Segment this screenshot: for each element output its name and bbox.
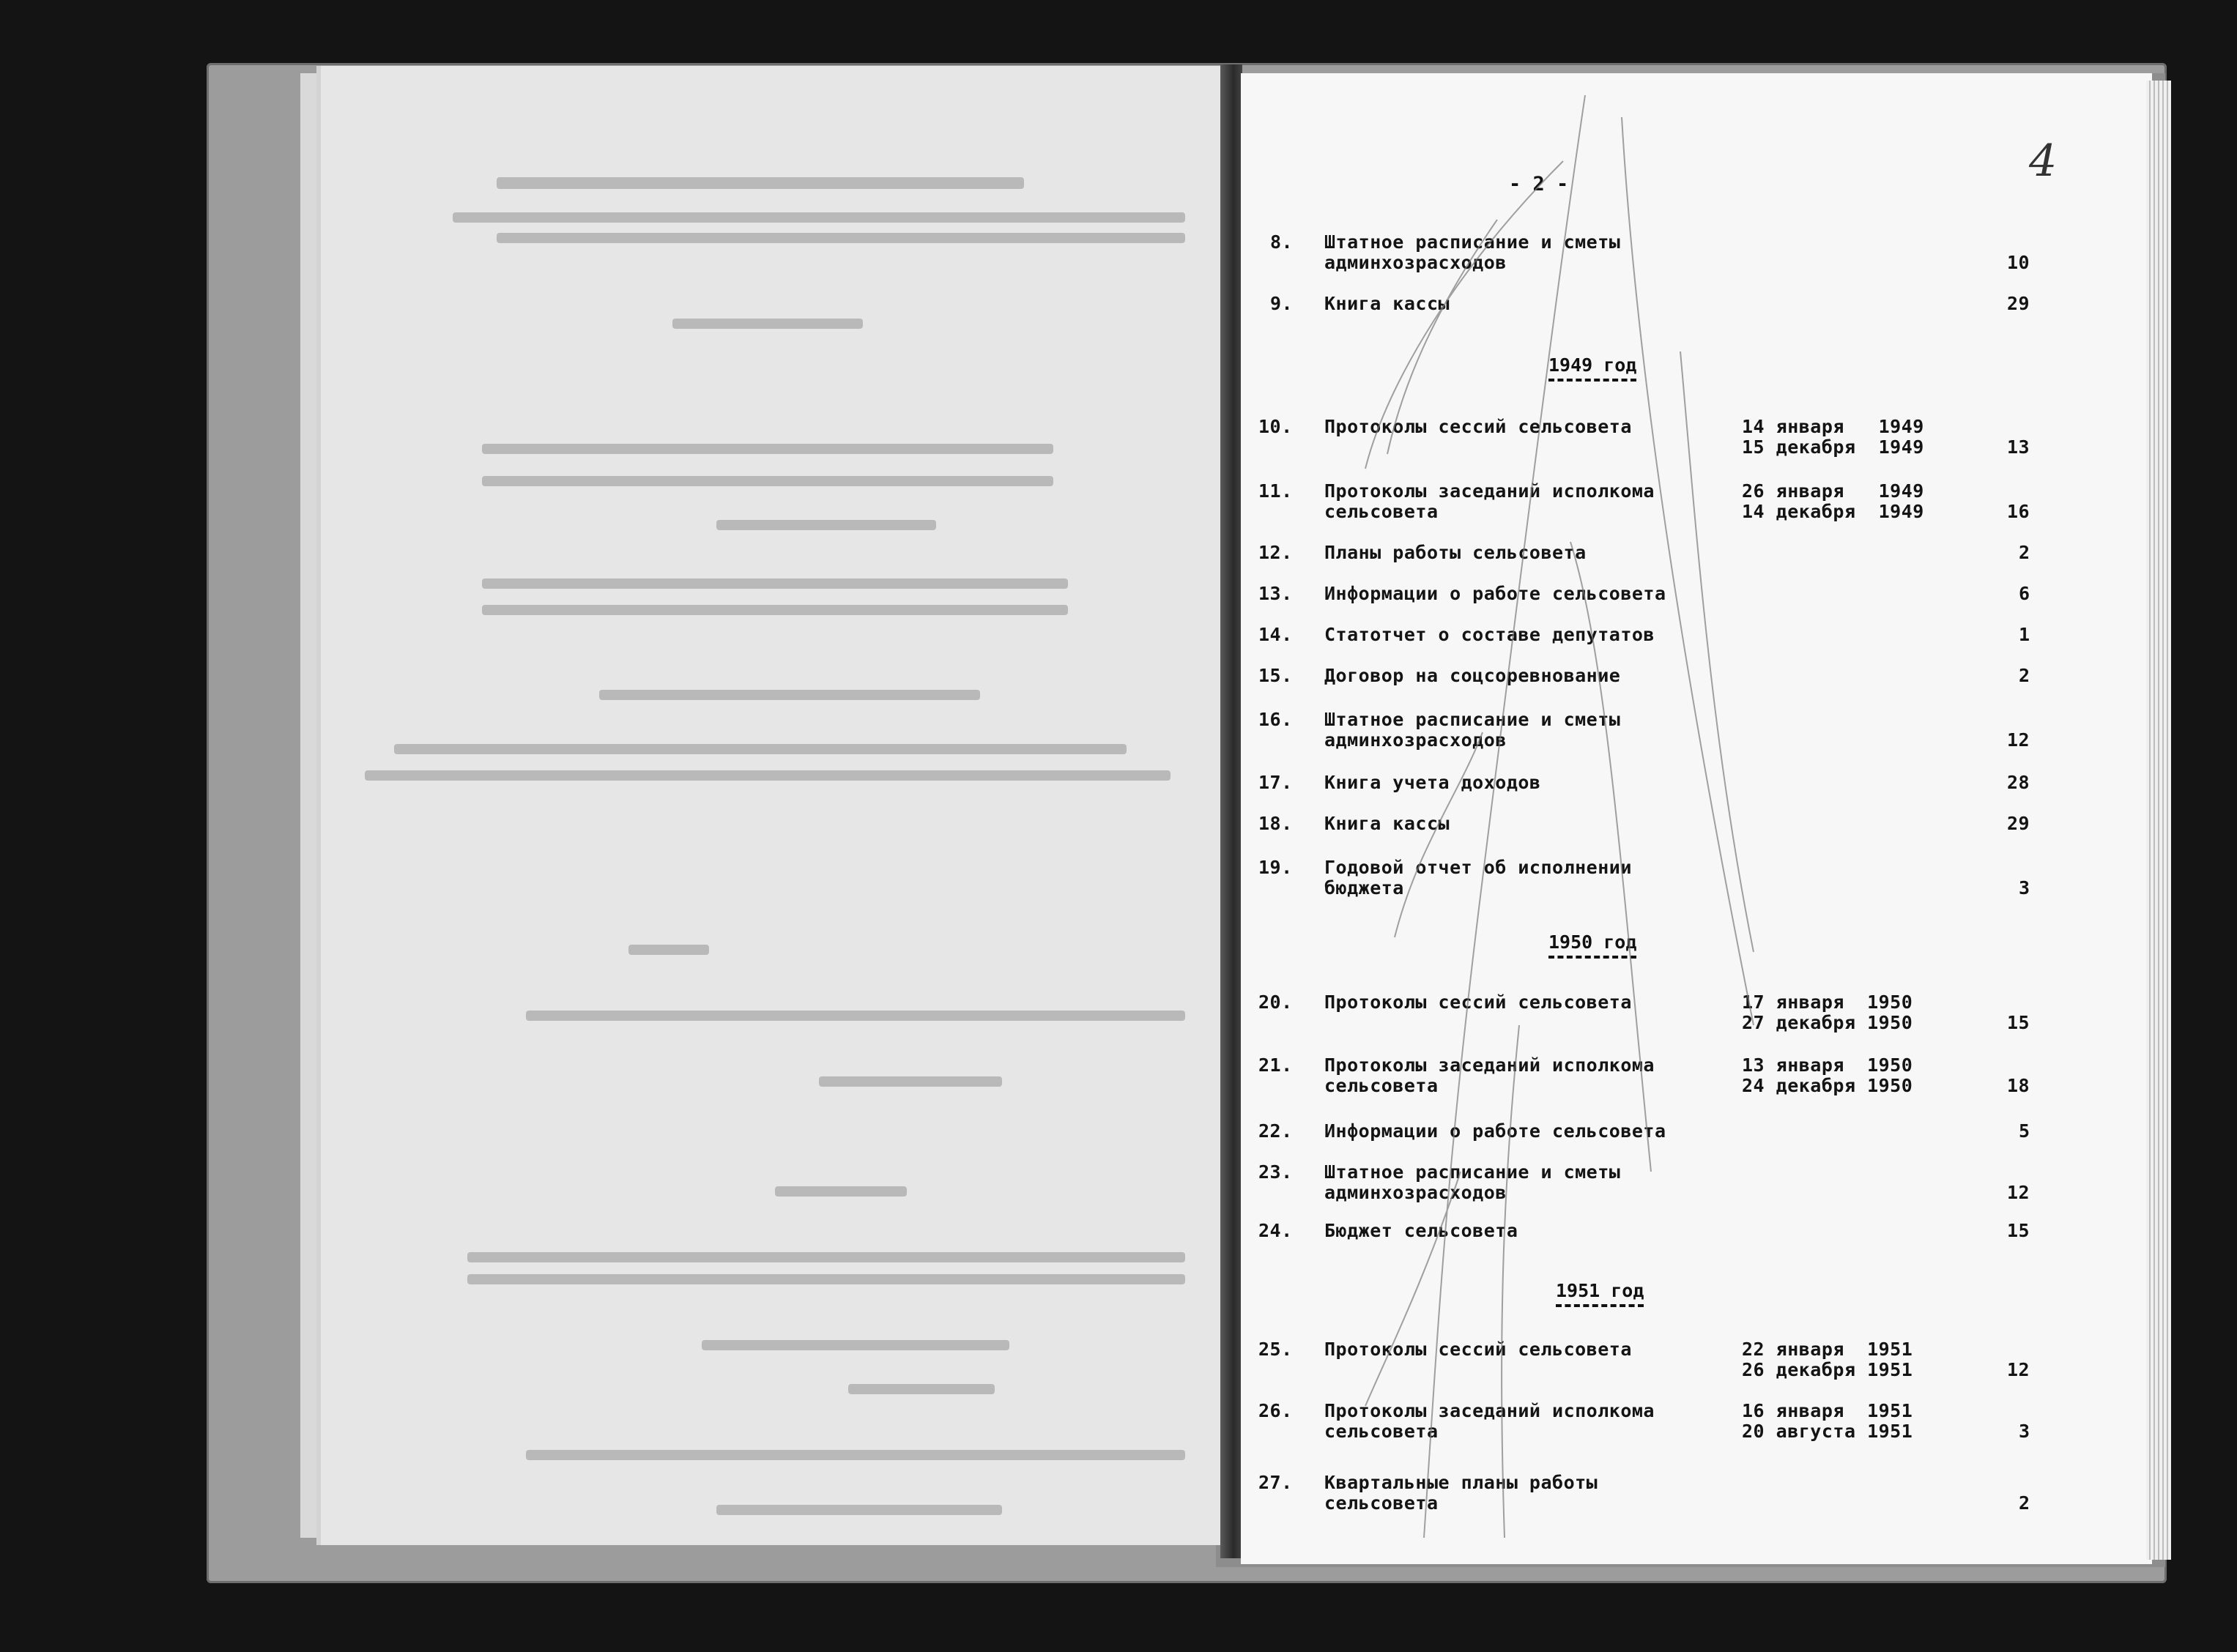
- entry-sheet-count: 18: [2007, 1075, 2030, 1096]
- entry-title-cont: админхозрасходов: [1324, 729, 1507, 751]
- entry-number: 23.: [1258, 1161, 1293, 1183]
- entry-date-start: 22 января 1951: [1742, 1339, 1913, 1360]
- entry-sheet-count: 3: [2019, 877, 2030, 898]
- year-heading-1951: 1951 год: [1556, 1280, 1644, 1307]
- entry-title: Статотчет о составе депутатов: [1324, 624, 1655, 645]
- entry-sheet-count: 29: [2007, 293, 2030, 314]
- entry-number: 15.: [1258, 665, 1293, 686]
- book-spine: [1220, 64, 1242, 1558]
- entry-number: 13.: [1258, 583, 1293, 604]
- entry-date-end: 27 декабря 1950: [1742, 1012, 1913, 1033]
- entry-sheet-count: 2: [2019, 665, 2030, 686]
- entry-number: 24.: [1258, 1220, 1293, 1241]
- entry-number: 9.: [1270, 293, 1294, 314]
- entry-title: Протоколы сессий сельсовета: [1324, 991, 1632, 1013]
- entry-sheet-count: 28: [2007, 772, 2030, 793]
- entry-sheet-count: 29: [2007, 813, 2030, 834]
- entry-title: Бюджет сельсовета: [1324, 1220, 1518, 1241]
- entry-sheet-count: 5: [2019, 1120, 2030, 1142]
- entry-title-cont: сельсовета: [1324, 501, 1439, 522]
- right-page-edges: [2146, 81, 2171, 1560]
- entry-number: 22.: [1258, 1120, 1293, 1142]
- entry-date-end: 20 августа 1951: [1742, 1421, 1913, 1442]
- entry-date-start: 16 января 1951: [1742, 1400, 1913, 1421]
- left-page-edges: [300, 73, 316, 1538]
- entry-number: 21.: [1258, 1054, 1293, 1076]
- left-page-blank: [316, 66, 1228, 1545]
- entry-date-end: 24 декабря 1950: [1742, 1075, 1913, 1096]
- entry-sheet-count: 12: [2007, 1359, 2030, 1380]
- bleed-through-text: [321, 66, 1228, 1545]
- entry-title: Штатное расписание и сметы: [1324, 1161, 1621, 1183]
- entry-number: 25.: [1258, 1339, 1293, 1360]
- entry-number: 12.: [1258, 542, 1293, 563]
- entry-sheet-count: 15: [2007, 1220, 2030, 1241]
- entry-date-end: 26 декабря 1951: [1742, 1359, 1913, 1380]
- entry-date-start: 14 января 1949: [1742, 416, 1924, 437]
- entry-title-cont: админхозрасходов: [1324, 252, 1507, 273]
- entry-title: Протоколы заседаний исполкома: [1324, 1400, 1655, 1421]
- entry-title: Планы работы сельсовета: [1324, 542, 1587, 563]
- page-header: - 2 -: [1509, 173, 1569, 196]
- entry-sheet-count: 2: [2019, 1492, 2030, 1514]
- entry-title-cont: админхозрасходов: [1324, 1182, 1507, 1203]
- entry-title: Протоколы сессий сельсовета: [1324, 1339, 1632, 1360]
- entry-title: Квартальные планы работы: [1324, 1472, 1598, 1493]
- entry-date-start: 13 января 1950: [1742, 1054, 1913, 1076]
- entry-date-end: 15 декабря 1949: [1742, 436, 1924, 458]
- entry-title: Годовой отчет об исполнении: [1324, 857, 1632, 878]
- entry-title-cont: бюджета: [1324, 877, 1404, 898]
- entry-title: Информации о работе сельсовета: [1324, 583, 1666, 604]
- entry-sheet-count: 6: [2019, 583, 2030, 604]
- entry-sheet-count: 1: [2019, 624, 2030, 645]
- entry-date-start: 26 января 1949: [1742, 480, 1924, 502]
- entry-number: 18.: [1258, 813, 1293, 834]
- entry-title: Протоколы сессий сельсовета: [1324, 416, 1632, 437]
- entry-title: Протоколы заседаний исполкома: [1324, 1054, 1655, 1076]
- entry-title: Протоколы заседаний исполкома: [1324, 480, 1655, 502]
- entry-sheet-count: 12: [2007, 729, 2030, 751]
- entry-number: 11.: [1258, 480, 1293, 502]
- entry-number: 19.: [1258, 857, 1293, 878]
- entry-number: 20.: [1258, 991, 1293, 1013]
- entry-sheet-count: 16: [2007, 501, 2030, 522]
- entry-sheet-count: 12: [2007, 1182, 2030, 1203]
- year-heading-1950: 1950 год: [1548, 931, 1636, 959]
- entry-title: Книга учета доходов: [1324, 772, 1541, 793]
- entry-date-end: 14 декабря 1949: [1742, 501, 1924, 522]
- entry-title-cont: сельсовета: [1324, 1492, 1439, 1514]
- entry-title: Штатное расписание и сметы: [1324, 709, 1621, 730]
- entry-title: Штатное расписание и сметы: [1324, 231, 1621, 253]
- entry-number: 17.: [1258, 772, 1293, 793]
- entry-sheet-count: 2: [2019, 542, 2030, 563]
- year-heading-1949: 1949 год: [1548, 354, 1636, 382]
- entry-title-cont: сельсовета: [1324, 1075, 1439, 1096]
- entry-title: Договор на соцсоревнование: [1324, 665, 1621, 686]
- entry-date-start: 17 января 1950: [1742, 991, 1913, 1013]
- entry-number: 27.: [1258, 1472, 1293, 1493]
- entry-sheet-count: 3: [2019, 1421, 2030, 1442]
- entry-title: Информации о работе сельсовета: [1324, 1120, 1666, 1142]
- entry-number: 10.: [1258, 416, 1293, 437]
- entry-sheet-count: 13: [2007, 436, 2030, 458]
- entry-number: 14.: [1258, 624, 1293, 645]
- entry-sheet-count: 15: [2007, 1012, 2030, 1033]
- entry-sheet-count: 10: [2007, 252, 2030, 273]
- handwritten-page-number: 4: [2029, 135, 2058, 187]
- entry-number: 26.: [1258, 1400, 1293, 1421]
- entry-number: 8.: [1270, 231, 1294, 253]
- entry-number: 16.: [1258, 709, 1293, 730]
- entry-title: Книга кассы: [1324, 813, 1450, 834]
- entry-title: Книга кассы: [1324, 293, 1450, 314]
- entry-title-cont: сельсовета: [1324, 1421, 1439, 1442]
